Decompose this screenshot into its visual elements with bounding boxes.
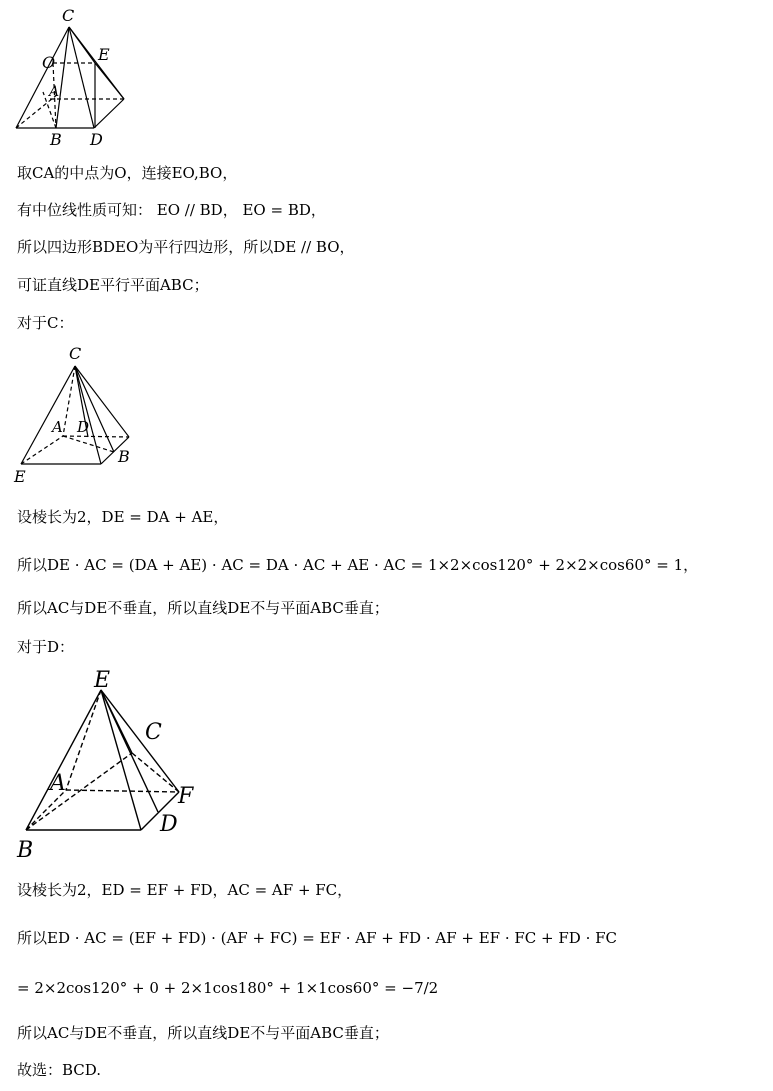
figure-2-pyramid [0,340,200,490]
text1-line3: 所以四边形BDEO为平行四边形，所以DE // BO， [17,238,355,256]
text1-line1: 取CA的中点为O，连接EO,BO， [17,164,238,182]
text2-line3: 所以AC与DE不垂直，所以直线DE不与平面ABC垂直； [17,599,389,617]
text3-line2: 所以ED · AC = (EF + FD) · (AF + FC) = EF · AF + FD · AF + EF · FC + FD · FC [17,929,618,947]
fig2-label-d: D [77,418,90,436]
text2-line4: 对于D： [17,638,75,656]
fig3-label-a: A [50,771,66,796]
fig3-label-d: D [160,812,178,837]
fig2-label-c: C [69,344,82,363]
fig1-label-b: B [50,130,62,149]
text1-line2: 有中位线性质可知： EO // BD， EO = BD， [17,201,326,219]
fig3-label-b: B [17,838,34,863]
fig3-label-e: E [94,668,111,693]
text1-line5: 对于C： [17,314,74,332]
text3-line3: = 2×2cos120° + 0 + 2×1cos180° + 1×1cos60° = −7/2 [17,979,439,997]
fig3-label-f: F [178,784,194,809]
fig1-label-o: O [42,53,56,72]
text3-line4: 所以AC与DE不垂直，所以直线DE不与平面ABC垂直； [17,1024,389,1042]
fig1-label-a: A [49,84,60,100]
fig1-label-d: D [90,130,103,149]
figure-3-pyramid [0,665,240,865]
fig2-label-e: E [14,467,26,486]
fig1-label-c: C [62,6,75,25]
text2-line1: 设棱长为2，DE = DA + AE， [17,508,229,526]
text1-line4: 可证直线DE平行平面ABC； [17,276,209,294]
fig3-label-c: C [145,720,162,745]
text3-line1: 设棱长为2，ED = EF + FD，AC = AF + FC， [17,881,353,899]
fig1-label-e: E [98,45,110,64]
text3-line5: 故选：BCD. [17,1061,102,1079]
fig2-label-a: A [52,418,63,436]
fig2-label-b: B [118,447,130,466]
text2-line2: 所以DE · AC = (DA + AE) · AC = DA · AC + AE · AC = 1×2×cos120° + 2×2×cos60° = 1， [17,556,699,574]
figure-1-pyramid [0,0,200,155]
